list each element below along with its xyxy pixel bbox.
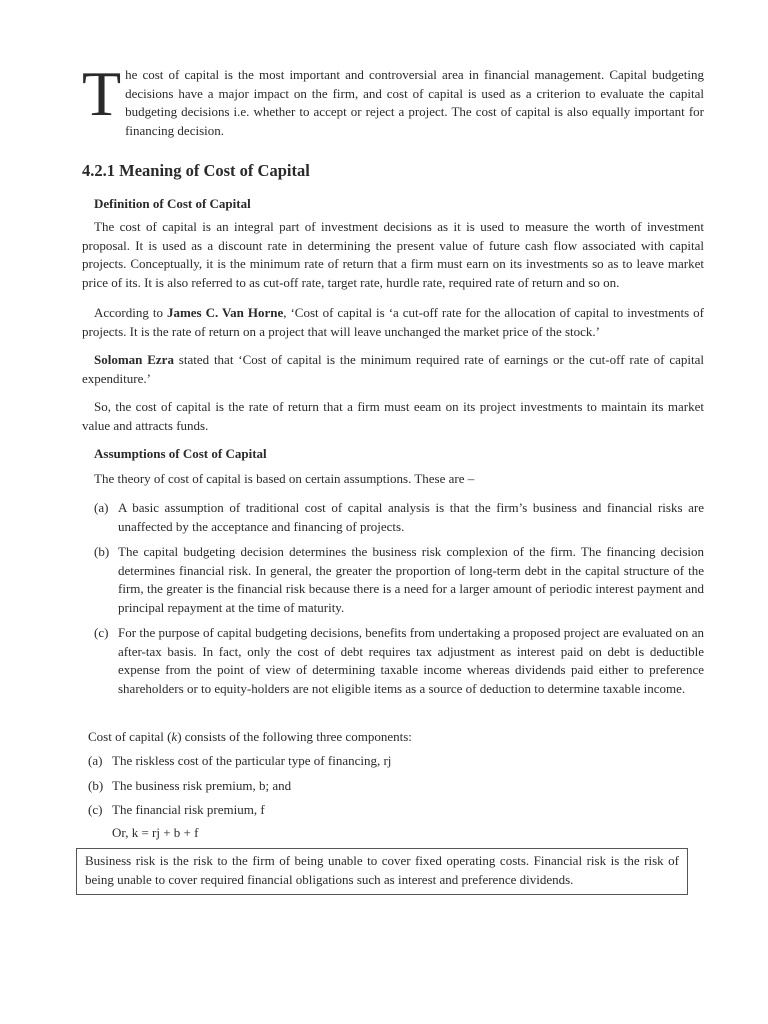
assumptions-heading: Assumptions of Cost of Capital <box>94 446 267 461</box>
list-item: (b) The business risk premium, b; and <box>88 777 292 793</box>
list-item: (a) A basic assumption of traditional cost of capital analysis is that the firm’s business and financial risks are unaffected by the acceptance and financing of projects. <box>94 500 704 534</box>
components-lead: Cost of capital (k) consists of the following three components: <box>88 729 412 744</box>
section-heading: 4.2.1 Meaning of Cost of Capital <box>82 161 310 180</box>
intro-paragraph <box>82 58 704 140</box>
note-box: Business risk is the risk to the firm of being unable to cover fixed operating costs. Financial risk is the risk of being unable to cover required financial obligations such as interest and preference dividends. <box>76 848 688 895</box>
definition-paragraph-1: The cost of capital is an integral part of investment decisions as it is used to measure the worth of investment proposal. It is used as a discount rate in determining the present value of future cash flow associated with capital projects. Conceptually, it is the minimum rate of return that a firm must earn on its investments so as to leave market price of its. It is also referred to as cut-off rate, target rate, hurdle rate, required rate of return and so on. <box>82 219 704 290</box>
intro-text: he cost of capital is the most important and controversial area in financial management. Capital budgeting decisions have a major impact on the firm, and cost of capital is used as a criterion to evaluate the capital budgeting decisions i.e. whether to accept or reject a project. The cost of capital is also equally important for financing decision. <box>125 67 704 138</box>
assumption-list <box>94 499 704 698</box>
list-item: (c) For the purpose of capital budgeting decisions, benefits from undertaking a proposed project are evaluated on an after-tax basis. In fact, only the cost of debt requires tax adjustment as interest paid on debt is deductible expense from the point of view of determining taxable income whereas dividends paid either to preference shareholders or to equity-holders are not eligible items as a source of deduction to determine taxable income. <box>94 625 704 696</box>
definition-paragraph-3: Soloman Ezra stated that ‘Cost of capital is the minimum required rate of earnings or the cut-off rate of capital expenditure.’ <box>82 352 704 386</box>
assumptions-lead: The theory of cost of capital is based on certain assumptions. These are – <box>94 471 475 486</box>
list-item: (b) The capital budgeting decision determines the business risk complexion of the firm. The financing decision determines financial risk. In general, the greater the proportion of long-term debt in the capital structure of the firm, the greater is the financial risk because there is a need for a larger amount of periodic interest payment and principal repayment at the time of maturity. <box>94 544 704 615</box>
list-item: (a) The riskless cost of the particular type of financing, rj <box>88 753 392 768</box>
formula: Or, k = rj + b + f <box>112 825 199 840</box>
definition-heading: Definition of Cost of Capital <box>94 196 251 211</box>
definition-paragraph-2: According to James C. Van Horne, ‘Cost of capital is ‘a cut-off rate for the allocation of capital to investments of projects. It is the rate of return on a project that will leave unchanged the market price of the stock.’ <box>82 305 704 339</box>
definition-paragraph-4: So, the cost of capital is the rate of return that a firm must eeam on its project investments to maintain its market value and attracts funds. <box>82 399 704 433</box>
list-item: (c) The financial risk premium, f <box>88 802 265 817</box>
drop-cap: T <box>82 58 122 129</box>
component-list <box>88 752 704 820</box>
author-ezra: Soloman Ezra <box>94 352 174 367</box>
author-van-horne: James C. Van Horne <box>166 305 284 320</box>
